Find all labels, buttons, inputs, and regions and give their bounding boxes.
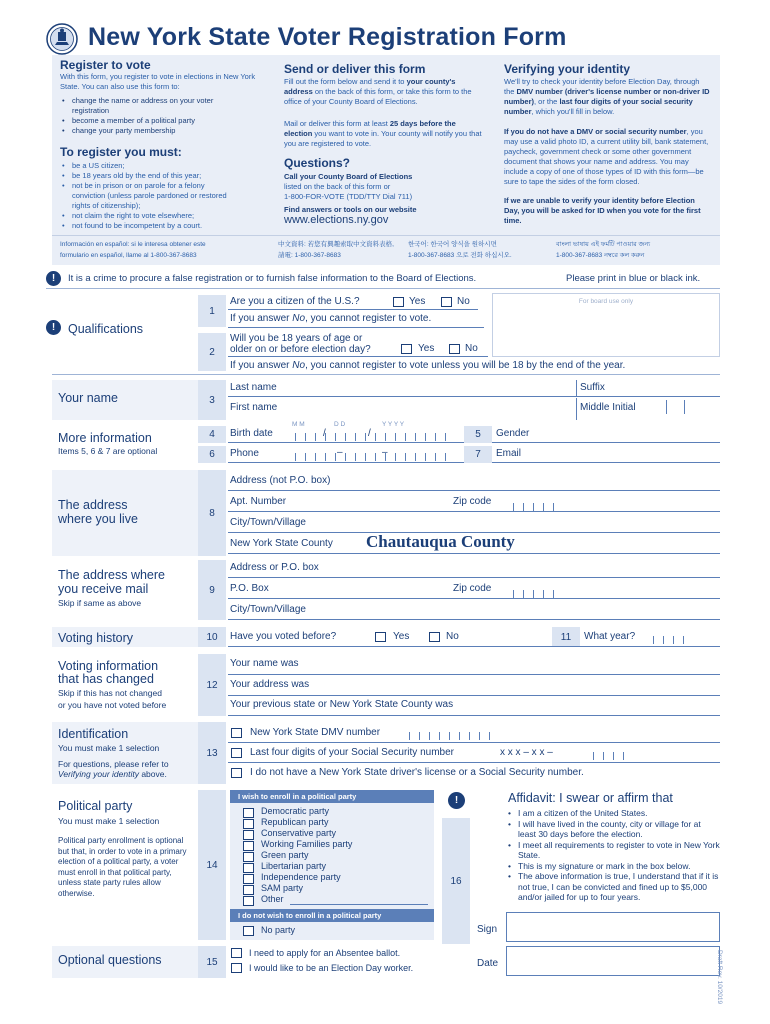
- q2-question-1: Will you be 18 years of age or: [230, 333, 363, 344]
- verify-heading: Verifying your identity: [504, 62, 631, 76]
- identification-note-2: For questions, please refer to: [58, 759, 169, 769]
- name-fields: [226, 380, 720, 420]
- list-item: • The above information is true, I understand that if it is not true, I can be convicted and fined up to $5,000 and/or jailed for up to four years.: [508, 871, 720, 903]
- address-was-label: Your address was: [230, 679, 310, 690]
- phone-field[interactable]: [286, 453, 446, 461]
- no-label: No: [465, 343, 478, 354]
- party-option: Conservative party: [261, 828, 337, 838]
- what-year-label: What year?: [584, 631, 636, 642]
- mail-label-2: you receive mail: [58, 582, 149, 596]
- verify-paragraph-3: If we are unable to verify your identity before Election Day, you will be asked for ID when you vote for the first time.: [504, 196, 701, 225]
- register-text: With this form, you register to vote in elections in New York State. You can also use this form to:: [60, 72, 256, 91]
- item-number: 3: [198, 380, 226, 420]
- board-use-label: For board use only: [578, 298, 634, 305]
- voting-info-label-2: that has changed: [58, 672, 154, 686]
- county-value[interactable]: Chautauqua County: [366, 532, 515, 551]
- voted-yes-checkbox[interactable]: [375, 632, 386, 642]
- lang-spanish-2: formulario en español, llame al 1-800-367-8683: [60, 252, 197, 259]
- absentee-label: I need to apply for an Absentee ballot.: [249, 948, 401, 958]
- item-number: 12: [198, 654, 226, 716]
- affidavit-heading: Affidavit: I swear or affirm that: [508, 791, 673, 805]
- send-heading: Send or deliver this form: [284, 62, 426, 76]
- optional-label: Optional questions: [58, 953, 162, 967]
- no-party-label: No party: [261, 925, 296, 935]
- field-line: [228, 553, 720, 554]
- first-name-label: First name: [230, 402, 278, 413]
- text: No: [292, 313, 306, 324]
- item-number: 4: [198, 426, 226, 443]
- text: , you cannot register to vote.: [305, 313, 432, 324]
- last-name-label: Last name: [230, 382, 277, 393]
- party-option: Libertarian party: [261, 861, 327, 871]
- yes-label: Yes: [418, 343, 435, 354]
- birth-date-label: Birth date: [230, 428, 273, 439]
- citizen-no-checkbox[interactable]: [441, 297, 452, 307]
- list-item: • I am a citizen of the United States.: [508, 808, 720, 819]
- identification-note-1: You must make 1 selection: [58, 743, 160, 753]
- dmv-number-field[interactable]: [400, 732, 490, 740]
- voted-no-checkbox[interactable]: [429, 632, 440, 642]
- last-name-field[interactable]: [228, 396, 720, 397]
- board-use-box: [492, 293, 720, 357]
- birth-date-field[interactable]: [286, 433, 446, 441]
- field-line: [228, 462, 464, 463]
- lang-korean-1: 한국어: 한국어 양식을 원하시면: [408, 241, 497, 248]
- county-label: New York State County: [230, 538, 333, 549]
- ssn-field[interactable]: [584, 752, 624, 760]
- voted-before-label: Have you voted before?: [230, 631, 337, 642]
- mail-label-1: The address where: [58, 568, 166, 582]
- print-note: Please print in blue or black ink.: [566, 273, 701, 284]
- field-line: [228, 356, 488, 357]
- previous-county-label: Your previous state or New York State County was: [230, 699, 454, 710]
- lang-spanish-1: Información en español: si le interesa obtener este: [60, 241, 206, 248]
- item-number: 14: [198, 790, 226, 940]
- party-option: SAM party: [261, 883, 304, 893]
- list-item: • not be in prison or on parole for a felony conviction (unless parole pardoned or restored rights of citizenship);: [62, 181, 237, 211]
- text: above.: [138, 769, 167, 779]
- age-no-checkbox[interactable]: [449, 344, 460, 354]
- date-box[interactable]: [506, 946, 720, 976]
- address-field-label: Address (not P.O. box): [230, 475, 331, 486]
- no-enroll-header: I do not wish to enroll in a political party: [230, 909, 434, 922]
- q2-note: [230, 360, 625, 371]
- list-item: • I meet all requirements to register to vote in New York State.: [508, 840, 720, 861]
- party-option: Other: [261, 894, 284, 904]
- year-field[interactable]: [644, 636, 684, 644]
- verify-paragraph-2: [504, 127, 711, 187]
- apt-label: Apt. Number: [230, 496, 287, 507]
- voting-info-label-1: Voting information: [58, 659, 159, 673]
- signature-box[interactable]: [506, 912, 720, 942]
- item-number: 8: [198, 470, 226, 556]
- item-number: 11: [552, 627, 580, 647]
- party-option: Independence party: [261, 872, 341, 882]
- age-yes-checkbox[interactable]: [401, 344, 412, 354]
- no-id-label: I do not have a New York State driver's license or a Social Security number.: [250, 767, 584, 778]
- text: We'll try to check your identity before Election Day, through the: [504, 77, 700, 96]
- field-line: [228, 762, 720, 763]
- text: Verifying your identity: [58, 769, 139, 779]
- list-item: • I will have lived in the county, city or village for at least 30 days before the election.: [508, 819, 720, 840]
- apt-field[interactable]: [228, 511, 720, 512]
- text: If you answer: [230, 313, 293, 324]
- po-box-field[interactable]: [228, 598, 720, 599]
- address-label-1: The address: [58, 498, 128, 512]
- text: , you may use a valid photo ID, a current utility bill, bank statement, paycheck, government check or some other government document that shows your name and address. You may include a copy of one of those types of ID with this form—be sure to tape the sides of the form closed.: [504, 127, 709, 186]
- name-was-label: Your name was: [230, 658, 299, 669]
- field-divider: [576, 380, 577, 396]
- name-label: Your name: [58, 391, 118, 405]
- party-note-1: You must make 1 selection: [58, 816, 160, 826]
- qualifications-label: Qualifications: [68, 322, 144, 336]
- mail-zip-label: Zip code: [453, 583, 492, 594]
- item-number: 6: [198, 446, 226, 463]
- text: If you answer: [230, 360, 293, 371]
- affidavit-alert-icon: !: [448, 792, 465, 809]
- email-label: Email: [496, 448, 522, 459]
- questions-line-1: Call your County Board of Elections: [284, 172, 413, 181]
- ssn-mask: x x x – x x –: [500, 747, 553, 758]
- party-label: Political party: [58, 799, 133, 813]
- more-info-label: More information: [58, 431, 152, 445]
- email-field[interactable]: [492, 462, 720, 463]
- must-heading: To register you must:: [60, 145, 182, 159]
- item-number: 10: [198, 627, 226, 647]
- suffix-label: Suffix: [580, 382, 605, 393]
- no-party-checkbox[interactable]: [243, 926, 254, 936]
- questions-line-4: Find answers or tools on our website: [284, 205, 417, 214]
- phone-dash: –: [337, 447, 343, 458]
- date-label: Date: [477, 958, 499, 969]
- list-item: • change your party membership: [62, 126, 222, 136]
- item-number: 1: [198, 295, 226, 327]
- questions-heading: Questions?: [284, 156, 351, 170]
- item-number: 2: [198, 333, 226, 371]
- q1-note: [230, 313, 431, 324]
- text: last four digits of your social security number: [504, 97, 693, 116]
- list-item: • change the name or address on your voter registration: [62, 96, 222, 116]
- item-number: 9: [198, 560, 226, 620]
- field-line: [228, 327, 484, 328]
- divider: [46, 288, 720, 289]
- affidavit-list: [508, 808, 720, 903]
- questions-line-2: listed on the back of this form or: [284, 182, 391, 191]
- voting-info-note-1: Skip if this has not changed: [58, 688, 162, 698]
- po-box-label: P.O. Box: [230, 583, 269, 594]
- citizen-yes-checkbox[interactable]: [393, 297, 404, 307]
- warning-icon: !: [46, 271, 61, 286]
- form-title: New York State Voter Registration Form: [88, 23, 567, 51]
- lang-bengali-1: বাংলা ভাষায় এই ফর্মটি পাওয়ার জন্য: [556, 241, 651, 248]
- mail-note: Skip if same as above: [58, 598, 142, 608]
- text: , or the: [534, 97, 560, 106]
- list-item: • be 18 years old by the end of this year;: [62, 171, 237, 181]
- gender-field[interactable]: [492, 442, 720, 443]
- list-item: • become a member of a political party: [62, 116, 222, 126]
- draft-revision: Draft Rev. 10/2019: [716, 950, 723, 1005]
- dmv-label: New York State DMV number: [250, 727, 381, 738]
- middle-initial-box[interactable]: [666, 400, 667, 414]
- text: on the back of this form, or take this form to the office of your County Board of Elections.: [284, 87, 472, 106]
- address-label-2: where you live: [58, 512, 138, 526]
- no-label: No: [457, 296, 470, 307]
- identification-note-3: [58, 769, 167, 779]
- poll-worker-checkbox[interactable]: [231, 963, 242, 973]
- item-number: 7: [464, 446, 492, 463]
- independence-checkbox[interactable]: [243, 874, 254, 884]
- questions-line-3: 1-800-FOR-VOTE (TDD/TTY Dial 711): [284, 192, 413, 201]
- send-paragraph-1: [284, 77, 484, 107]
- working-families-checkbox[interactable]: [243, 841, 254, 851]
- mail-address-field[interactable]: [228, 577, 720, 578]
- party-option: Green party: [261, 850, 309, 860]
- ssn-checkbox[interactable]: [231, 748, 242, 758]
- party-option: Democratic party: [261, 806, 330, 816]
- name-was-field[interactable]: [228, 674, 720, 675]
- phone-dash: –: [382, 447, 388, 458]
- history-label: Voting history: [58, 631, 134, 645]
- text: If you do not have a DMV or social security number: [504, 127, 687, 136]
- lang-bengali-2: 1-800-367-8683 নম্বরে কল করুন: [556, 252, 645, 259]
- item-number: 15: [198, 946, 226, 978]
- libertarian-checkbox[interactable]: [243, 863, 254, 873]
- mail-zip-field[interactable]: [504, 590, 554, 598]
- text: DMV number (driver's license number or non-driver ID number): [504, 87, 710, 106]
- date-slash: /: [368, 428, 371, 439]
- absentee-checkbox[interactable]: [231, 948, 242, 958]
- item-number: 13: [198, 722, 226, 784]
- q1-question: Are you a citizen of the U.S.?: [230, 296, 360, 307]
- middle-initial-box: [684, 400, 685, 414]
- send-paragraph-2: [284, 119, 484, 149]
- text: your county's address: [284, 77, 456, 96]
- field-line: [228, 309, 478, 310]
- party-note-2: Political party enrollment is optional but that, in order to vote in a primary election of a political party, a voter must enroll in that political party, unless state party rules allow otherwise.: [58, 836, 187, 898]
- text: Mail or deliver this form at least: [284, 119, 390, 128]
- dmv-checkbox[interactable]: [231, 728, 242, 738]
- no-label: No: [446, 631, 459, 642]
- conservative-checkbox[interactable]: [243, 830, 254, 840]
- party-option: Working Families party: [261, 839, 353, 849]
- divider: [52, 374, 720, 375]
- q2-question-2: older on or before election day?: [230, 344, 371, 355]
- text: , which you'll fill in below.: [531, 107, 615, 116]
- poll-worker-label: I would like to be an Election Day worker.: [249, 963, 414, 973]
- lang-chinese-1: 中文資料: 若您有興趣索取中文資料表格,: [278, 241, 394, 248]
- democratic-checkbox[interactable]: [243, 808, 254, 818]
- middle-initial-label: Middle Initial: [580, 402, 636, 413]
- text: you want to vote in. Your county will notify you that you are registered to vote.: [284, 129, 482, 148]
- text: , you cannot register to vote unless you will be 18 by the end of the year.: [305, 360, 626, 371]
- mail-city-label: City/Town/Village: [230, 604, 306, 615]
- day-hint: D D: [334, 421, 346, 428]
- yes-label: Yes: [409, 296, 426, 307]
- field-line: [228, 646, 720, 647]
- field-line: [228, 442, 464, 443]
- zip-label: Zip code: [453, 496, 492, 507]
- list-item: • not claim the right to vote elsewhere;: [62, 211, 237, 221]
- yes-label: Yes: [393, 631, 410, 642]
- year-hint: Y Y Y Y: [382, 421, 405, 428]
- sign-label: Sign: [477, 924, 498, 935]
- sam-checkbox[interactable]: [243, 885, 254, 895]
- city-label: City/Town/Village: [230, 517, 306, 528]
- verify-paragraph-1: [504, 77, 711, 117]
- must-list: [62, 161, 237, 231]
- ssn-label: Last four digits of your Social Security number: [250, 747, 454, 758]
- warning-text: It is a crime to procure a false registration or to furnish false information to the Board of Elections.: [68, 273, 477, 284]
- gender-label: Gender: [496, 428, 530, 439]
- republican-checkbox[interactable]: [243, 819, 254, 829]
- enroll-header: I wish to enroll in a political party: [230, 790, 434, 803]
- party-option: Republican party: [261, 817, 329, 827]
- previous-county-field[interactable]: [228, 715, 720, 716]
- nys-seal-icon: [46, 23, 78, 55]
- list-item: • not found to be incompetent by a court.: [62, 221, 237, 231]
- text: No: [292, 360, 306, 371]
- mail-city-field[interactable]: [228, 619, 720, 620]
- mail-address-label: Address or P.O. box: [230, 562, 319, 573]
- no-id-checkbox[interactable]: [231, 768, 242, 778]
- zip-code-field[interactable]: [504, 503, 554, 511]
- month-hint: M M: [292, 421, 305, 428]
- lang-korean-2: 1-800-367-8683 으로 전화 하십시오.: [408, 252, 512, 259]
- other-checkbox[interactable]: [243, 896, 254, 906]
- address-field[interactable]: [228, 490, 720, 491]
- register-list: [62, 96, 222, 136]
- list-item: • be a US citizen;: [62, 161, 237, 171]
- item-number: 16: [442, 818, 470, 944]
- text: 25 days before the election: [284, 119, 456, 138]
- field-divider: [576, 398, 577, 420]
- text: Fill out the form below and send it to: [284, 77, 407, 86]
- identification-label: Identification: [58, 727, 129, 741]
- green-checkbox[interactable]: [243, 852, 254, 862]
- phone-label: Phone: [230, 448, 259, 459]
- lang-chinese-2: 請電: 1-800-367-8683: [278, 252, 341, 259]
- date-slash: /: [323, 428, 326, 439]
- list-item: • This is my signature or mark in the box below.: [508, 861, 720, 872]
- qualifications-icon: !: [46, 320, 61, 335]
- website-link[interactable]: www.elections.ny.gov: [284, 214, 389, 226]
- more-info-note: Items 5, 6 & 7 are optional: [58, 446, 158, 456]
- voting-info-note-2: or you have not voted before: [58, 700, 167, 710]
- other-party-field[interactable]: [290, 904, 428, 905]
- address-was-field[interactable]: [228, 695, 720, 696]
- field-line: [228, 742, 720, 743]
- item-number: 5: [464, 426, 492, 443]
- register-heading: Register to vote: [60, 58, 151, 72]
